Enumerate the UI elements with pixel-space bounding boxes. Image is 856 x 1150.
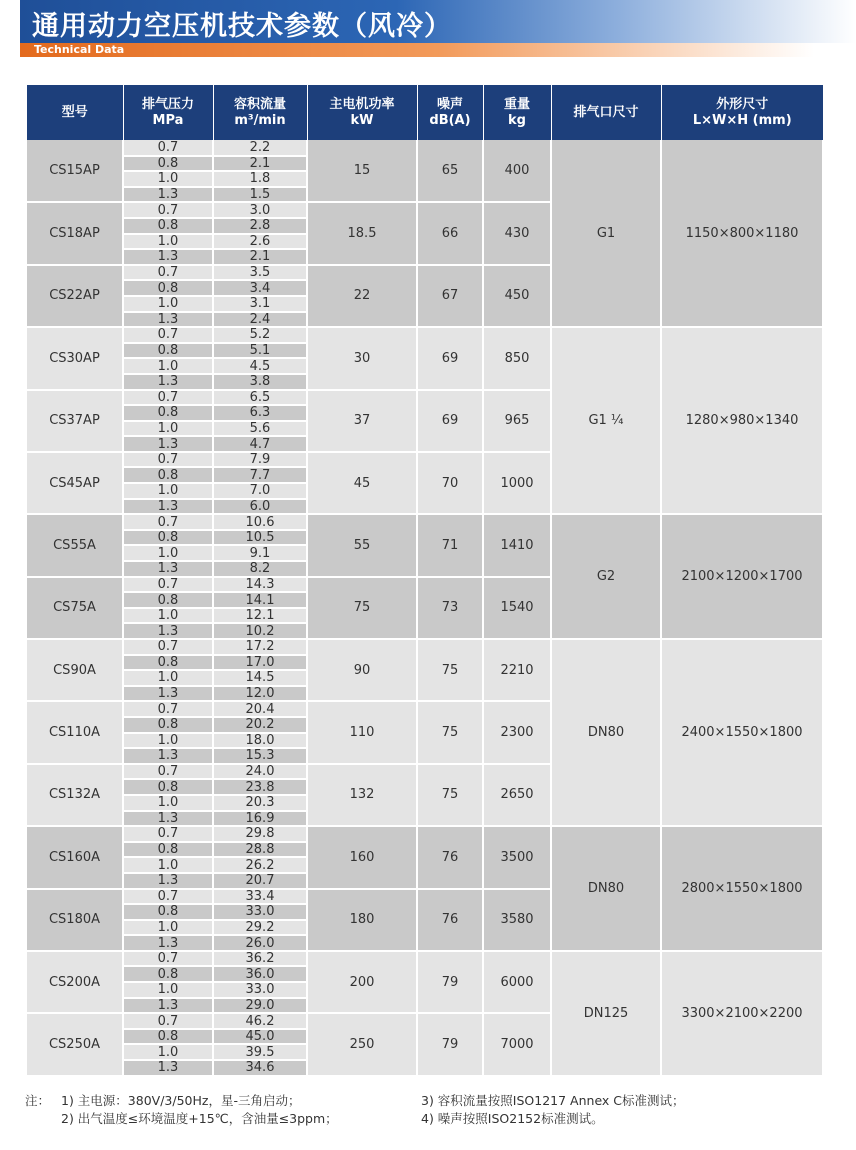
flow-cell: 18.0 — [213, 733, 307, 749]
model-cell: CS55A — [27, 514, 123, 576]
flow-cell: 10.6 — [213, 514, 307, 530]
weight-cell: 450 — [483, 265, 551, 327]
noise-cell: 66 — [417, 202, 483, 264]
flow-cell: 14.5 — [213, 670, 307, 686]
column-header — [661, 85, 823, 140]
power-cell: 18.5 — [307, 202, 417, 264]
note-item: 4) 噪声按照ISO2152标准测试。 — [421, 1111, 604, 1126]
flow-cell: 7.7 — [213, 467, 307, 483]
pressure-cell: 1.3 — [123, 499, 213, 515]
flow-cell: 29.8 — [213, 826, 307, 842]
pressure-cell: 1.3 — [123, 249, 213, 265]
power-cell: 200 — [307, 951, 417, 1013]
table-row — [27, 140, 823, 156]
table-row — [27, 514, 823, 530]
pressure-cell: 1.0 — [123, 483, 213, 499]
technical-data-table — [27, 85, 824, 1077]
flow-cell: 14.3 — [213, 577, 307, 593]
pressure-cell: 0.7 — [123, 764, 213, 780]
weight-cell: 6000 — [483, 951, 551, 1013]
flow-cell: 6.0 — [213, 499, 307, 515]
pressure-cell: 1.0 — [123, 421, 213, 437]
column-header — [551, 85, 661, 140]
model-cell: CS160A — [27, 826, 123, 888]
flow-cell: 7.0 — [213, 483, 307, 499]
column-header-line: 噪声 — [436, 96, 463, 112]
weight-cell: 3500 — [483, 826, 551, 888]
flow-cell: 12.0 — [213, 686, 307, 702]
column-header-line: kg — [508, 112, 526, 128]
notes — [25, 1092, 845, 1132]
pressure-cell: 1.3 — [123, 312, 213, 328]
pressure-cell: 0.8 — [123, 655, 213, 671]
pressure-cell: 1.3 — [123, 561, 213, 577]
power-cell: 75 — [307, 577, 417, 639]
weight-cell: 2210 — [483, 639, 551, 701]
noise-cell: 75 — [417, 701, 483, 763]
flow-cell: 5.6 — [213, 421, 307, 437]
noise-cell: 76 — [417, 889, 483, 951]
weight-cell: 3580 — [483, 889, 551, 951]
pressure-cell: 0.8 — [123, 842, 213, 858]
pressure-cell: 0.7 — [123, 202, 213, 218]
column-header-line: dB(A) — [429, 112, 471, 128]
flow-cell: 4.5 — [213, 358, 307, 374]
flow-cell: 26.2 — [213, 857, 307, 873]
model-cell: CS18AP — [27, 202, 123, 264]
outlet-cell: G1 ¼ — [551, 327, 661, 514]
power-cell: 160 — [307, 826, 417, 888]
pressure-cell: 0.7 — [123, 889, 213, 905]
table-body — [27, 140, 823, 1076]
column-header — [307, 85, 417, 140]
flow-cell: 7.9 — [213, 452, 307, 468]
table-row — [27, 639, 823, 655]
model-cell: CS37AP — [27, 390, 123, 452]
pressure-cell: 0.7 — [123, 514, 213, 530]
column-header — [483, 85, 551, 140]
table-row — [27, 826, 823, 842]
pressure-cell: 1.0 — [123, 733, 213, 749]
pressure-cell: 1.3 — [123, 873, 213, 889]
table-header-row — [27, 85, 823, 140]
weight-cell: 2650 — [483, 764, 551, 826]
column-header — [417, 85, 483, 140]
flow-cell: 2.6 — [213, 234, 307, 250]
note-item: 2) 出气温度≤环境温度+15℃，含油量≤3ppm； — [61, 1111, 338, 1126]
flow-cell: 3.8 — [213, 374, 307, 390]
model-cell: CS15AP — [27, 140, 123, 202]
model-cell: CS45AP — [27, 452, 123, 514]
flow-cell: 45.0 — [213, 1029, 307, 1045]
weight-cell: 850 — [483, 327, 551, 389]
pressure-cell: 1.0 — [123, 296, 213, 312]
column-header — [27, 85, 123, 140]
flow-cell: 3.1 — [213, 296, 307, 312]
pressure-cell: 0.7 — [123, 577, 213, 593]
pressure-cell: 0.7 — [123, 327, 213, 343]
flow-cell: 33.4 — [213, 889, 307, 905]
flow-cell: 2.2 — [213, 140, 307, 156]
flow-cell: 29.0 — [213, 998, 307, 1014]
pressure-cell: 1.0 — [123, 234, 213, 250]
flow-cell: 39.5 — [213, 1044, 307, 1060]
flow-cell: 2.1 — [213, 156, 307, 172]
model-cell: CS250A — [27, 1013, 123, 1075]
pressure-cell: 1.0 — [123, 545, 213, 561]
subtitle-band — [20, 43, 856, 57]
noise-cell: 79 — [417, 951, 483, 1013]
flow-cell: 4.7 — [213, 436, 307, 452]
power-cell: 45 — [307, 452, 417, 514]
flow-cell: 9.1 — [213, 545, 307, 561]
column-header-line: 重量 — [503, 96, 530, 112]
pressure-cell: 1.3 — [123, 436, 213, 452]
power-cell: 37 — [307, 390, 417, 452]
pressure-cell: 0.8 — [123, 966, 213, 982]
weight-cell: 1540 — [483, 577, 551, 639]
pressure-cell: 1.0 — [123, 920, 213, 936]
pressure-cell: 0.7 — [123, 639, 213, 655]
model-cell: CS90A — [27, 639, 123, 701]
pressure-cell: 1.0 — [123, 857, 213, 873]
page-title: 通用动力空压机技术参数（风冷） — [32, 11, 452, 42]
pressure-cell: 0.7 — [123, 140, 213, 156]
table-row — [27, 951, 823, 967]
column-header-line: kW — [350, 112, 374, 128]
pressure-cell: 0.8 — [123, 343, 213, 359]
power-cell: 30 — [307, 327, 417, 389]
flow-cell: 15.3 — [213, 748, 307, 764]
flow-cell: 46.2 — [213, 1013, 307, 1029]
flow-cell: 17.2 — [213, 639, 307, 655]
dimensions-cell: 2400×1550×1800 — [661, 639, 823, 826]
pressure-cell: 0.8 — [123, 405, 213, 421]
table-row — [27, 327, 823, 343]
model-cell: CS132A — [27, 764, 123, 826]
notes-label: 注： — [25, 1093, 51, 1108]
model-cell: CS75A — [27, 577, 123, 639]
flow-cell: 5.1 — [213, 343, 307, 359]
pressure-cell: 0.8 — [123, 904, 213, 920]
flow-cell: 28.8 — [213, 842, 307, 858]
flow-cell: 2.4 — [213, 312, 307, 328]
flow-cell: 36.2 — [213, 951, 307, 967]
flow-cell: 20.3 — [213, 795, 307, 811]
model-cell: CS180A — [27, 889, 123, 951]
pressure-cell: 0.7 — [123, 265, 213, 281]
column-header-line: 主电机功率 — [329, 96, 395, 112]
pressure-cell: 0.8 — [123, 218, 213, 234]
flow-cell: 17.0 — [213, 655, 307, 671]
weight-cell: 1000 — [483, 452, 551, 514]
pressure-cell: 1.0 — [123, 608, 213, 624]
power-cell: 180 — [307, 889, 417, 951]
pressure-cell: 0.8 — [123, 530, 213, 546]
flow-cell: 6.5 — [213, 390, 307, 406]
flow-cell: 23.8 — [213, 779, 307, 795]
pressure-cell: 1.3 — [123, 623, 213, 639]
pressure-cell: 0.8 — [123, 280, 213, 296]
column-header-line: 排气口尺寸 — [573, 104, 639, 120]
flow-cell: 26.0 — [213, 935, 307, 951]
noise-cell: 71 — [417, 514, 483, 576]
flow-cell: 33.0 — [213, 982, 307, 998]
flow-cell: 10.2 — [213, 623, 307, 639]
pressure-cell: 0.8 — [123, 779, 213, 795]
outlet-cell: DN125 — [551, 951, 661, 1076]
page-subtitle: Technical Data — [34, 43, 125, 56]
weight-cell: 400 — [483, 140, 551, 202]
flow-cell: 20.4 — [213, 701, 307, 717]
pressure-cell: 1.3 — [123, 935, 213, 951]
flow-cell: 12.1 — [213, 608, 307, 624]
column-header-line: 型号 — [61, 104, 88, 120]
power-cell: 15 — [307, 140, 417, 202]
flow-cell: 34.6 — [213, 1060, 307, 1076]
flow-cell: 1.5 — [213, 187, 307, 203]
power-cell: 132 — [307, 764, 417, 826]
pressure-cell: 0.7 — [123, 390, 213, 406]
flow-cell: 20.2 — [213, 717, 307, 733]
power-cell: 250 — [307, 1013, 417, 1075]
column-header-line: MPa — [152, 112, 184, 128]
noise-cell: 67 — [417, 265, 483, 327]
column-header — [213, 85, 307, 140]
pressure-cell: 0.7 — [123, 452, 213, 468]
dimensions-cell: 1280×980×1340 — [661, 327, 823, 514]
column-header-line: 容积流量 — [233, 96, 286, 112]
outlet-cell: G2 — [551, 514, 661, 639]
pressure-cell: 0.8 — [123, 156, 213, 172]
flow-cell: 8.2 — [213, 561, 307, 577]
pressure-cell: 0.7 — [123, 701, 213, 717]
pressure-cell: 1.3 — [123, 748, 213, 764]
flow-cell: 36.0 — [213, 966, 307, 982]
note-item: 3) 容积流量按照ISO1217 Annex C标准测试； — [421, 1093, 685, 1108]
power-cell: 110 — [307, 701, 417, 763]
dimensions-cell: 2800×1550×1800 — [661, 826, 823, 951]
flow-cell: 20.7 — [213, 873, 307, 889]
noise-cell: 75 — [417, 639, 483, 701]
pressure-cell: 1.3 — [123, 811, 213, 827]
pressure-cell: 1.3 — [123, 686, 213, 702]
noise-cell: 75 — [417, 764, 483, 826]
pressure-cell: 1.3 — [123, 374, 213, 390]
flow-cell: 10.5 — [213, 530, 307, 546]
title-band — [20, 0, 856, 44]
pressure-cell: 1.0 — [123, 795, 213, 811]
weight-cell: 2300 — [483, 701, 551, 763]
flow-cell: 6.3 — [213, 405, 307, 421]
outlet-cell: G1 — [551, 140, 661, 327]
flow-cell: 29.2 — [213, 920, 307, 936]
noise-cell: 76 — [417, 826, 483, 888]
pressure-cell: 1.0 — [123, 982, 213, 998]
pressure-cell: 1.3 — [123, 187, 213, 203]
pressure-cell: 1.3 — [123, 1060, 213, 1076]
pressure-cell: 0.7 — [123, 1013, 213, 1029]
flow-cell: 16.9 — [213, 811, 307, 827]
pressure-cell: 0.7 — [123, 951, 213, 967]
power-cell: 22 — [307, 265, 417, 327]
power-cell: 55 — [307, 514, 417, 576]
noise-cell: 69 — [417, 327, 483, 389]
pressure-cell: 1.0 — [123, 1044, 213, 1060]
weight-cell: 965 — [483, 390, 551, 452]
column-header-line: 排气压力 — [141, 96, 194, 112]
pressure-cell: 0.7 — [123, 826, 213, 842]
pressure-cell: 1.3 — [123, 998, 213, 1014]
power-cell: 90 — [307, 639, 417, 701]
noise-cell: 69 — [417, 390, 483, 452]
dimensions-cell: 3300×2100×2200 — [661, 951, 823, 1076]
pressure-cell: 1.0 — [123, 670, 213, 686]
weight-cell: 430 — [483, 202, 551, 264]
flow-cell: 2.8 — [213, 218, 307, 234]
flow-cell: 14.1 — [213, 592, 307, 608]
noise-cell: 70 — [417, 452, 483, 514]
pressure-cell: 0.8 — [123, 717, 213, 733]
column-header-line: L×W×H (mm) — [692, 112, 792, 128]
column-header-line: m³/min — [234, 112, 286, 128]
pressure-cell: 1.0 — [123, 358, 213, 374]
weight-cell: 1410 — [483, 514, 551, 576]
dimensions-cell: 2100×1200×1700 — [661, 514, 823, 639]
flow-cell: 3.0 — [213, 202, 307, 218]
note-item: 1) 主电源：380V/3/50Hz，星-三角启动； — [61, 1093, 301, 1108]
dimensions-cell: 1150×800×1180 — [661, 140, 823, 327]
flow-cell: 1.8 — [213, 171, 307, 187]
pressure-cell: 0.8 — [123, 592, 213, 608]
flow-cell: 3.4 — [213, 280, 307, 296]
noise-cell: 79 — [417, 1013, 483, 1075]
column-header — [123, 85, 213, 140]
model-cell: CS22AP — [27, 265, 123, 327]
model-cell: CS110A — [27, 701, 123, 763]
pressure-cell: 0.8 — [123, 467, 213, 483]
outlet-cell: DN80 — [551, 639, 661, 826]
flow-cell: 24.0 — [213, 764, 307, 780]
outlet-cell: DN80 — [551, 826, 661, 951]
pressure-cell: 0.8 — [123, 1029, 213, 1045]
noise-cell: 65 — [417, 140, 483, 202]
flow-cell: 33.0 — [213, 904, 307, 920]
weight-cell: 7000 — [483, 1013, 551, 1075]
model-cell: CS30AP — [27, 327, 123, 389]
model-cell: CS200A — [27, 951, 123, 1013]
noise-cell: 73 — [417, 577, 483, 639]
pressure-cell: 1.0 — [123, 171, 213, 187]
flow-cell: 5.2 — [213, 327, 307, 343]
flow-cell: 2.1 — [213, 249, 307, 265]
column-header-line: 外形尺寸 — [716, 96, 769, 112]
flow-cell: 3.5 — [213, 265, 307, 281]
